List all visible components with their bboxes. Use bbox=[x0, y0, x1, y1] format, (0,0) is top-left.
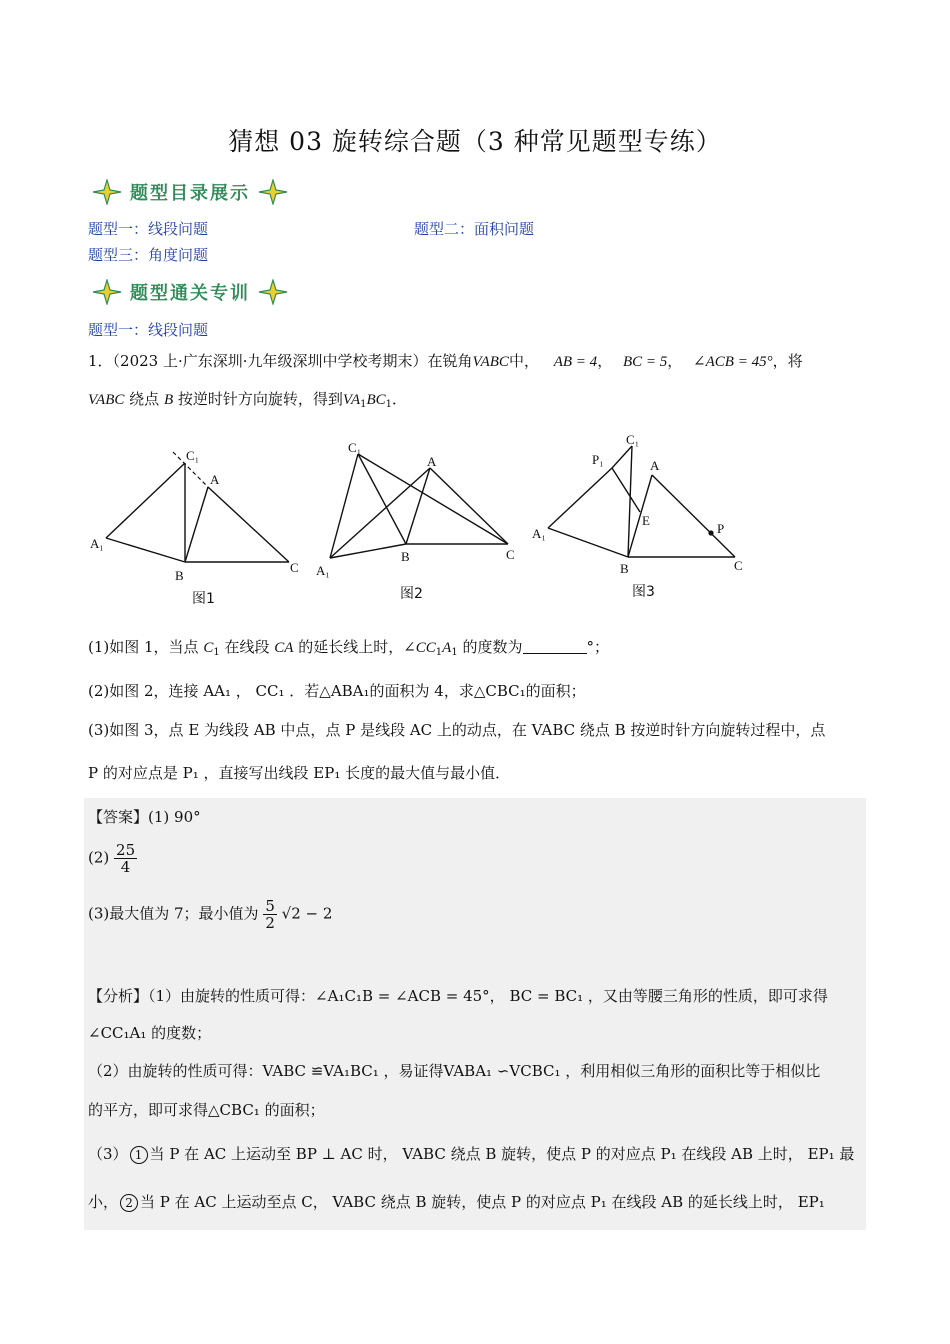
label-b: B bbox=[401, 549, 410, 564]
stem-text: 在锐角 bbox=[427, 352, 473, 370]
analysis-text: （1）由旋转的性质可得：∠A₁C₁B = ∠ACB = 45°， BC = BC₁ ，又由等腰三角形的性质，即可求得 bbox=[148, 987, 828, 1005]
given-ab: AB = 4 bbox=[553, 354, 598, 370]
sparkle-icon bbox=[92, 179, 122, 205]
analysis-text: 当 P 在 AC 上运动至点 C， VABC 绕点 B 旋转，使点 P 的对应点 P₁ 在线段 AB 的延长线上时， EP₁ bbox=[140, 1193, 825, 1211]
rotated-triangle: VA bbox=[342, 392, 361, 408]
denominator: 4 bbox=[120, 858, 131, 876]
answer-1: (1) 90° bbox=[148, 808, 201, 826]
catalog-link-type1[interactable]: 题型一：线段问题 bbox=[88, 220, 209, 238]
label-b: B bbox=[175, 568, 184, 583]
sparkle-icon bbox=[92, 279, 122, 305]
point-b: B bbox=[163, 392, 174, 408]
answer-3-prefix: (3)最大值为 7；最小值为 bbox=[88, 904, 259, 923]
catalog-banner-label: 题型目录展示 bbox=[130, 183, 250, 204]
circled-number-2: 2 bbox=[120, 1194, 138, 1212]
analysis-text: 小， bbox=[88, 1193, 119, 1211]
answer-label: 【答案】 bbox=[88, 808, 149, 826]
q1-text: 的延长线上时， bbox=[293, 638, 404, 656]
figure-3 bbox=[528, 430, 758, 605]
catalog-banner bbox=[92, 179, 332, 205]
page-title: 猜想 03 旋转综合题（3 种常见题型专练） bbox=[228, 127, 722, 156]
label-c1: C₁ bbox=[186, 448, 200, 463]
question-2: (2)如图 2，连接 AA₁ ， CC₁ ．若△ABA₁的面积为 4，求△CBC₁的面积； bbox=[88, 682, 586, 700]
problem-stem: 1．（2023 上·广东深圳·九年级深圳中学校考期末）在锐角VABC中， AB = 4， BC = 5， ∠ACB = 45°，将 bbox=[88, 352, 803, 370]
question-1: (1)如图 1，当点 $C_1$ 在线段 CA 的延长线上时，$\angle CC_1A_1$ 的度数为 °； bbox=[88, 638, 610, 658]
q1-text: 在线段 bbox=[219, 638, 275, 656]
rotated-triangle-rest: BC bbox=[366, 392, 386, 408]
label-a1: A₁ bbox=[90, 536, 104, 551]
answer-panel bbox=[84, 798, 866, 1230]
analysis-line-6 bbox=[88, 1191, 866, 1213]
figure-1 bbox=[84, 440, 314, 610]
analysis-line-4: 的平方，即可求得△CBC₁ 的面积； bbox=[88, 1101, 325, 1119]
training-banner bbox=[92, 279, 332, 305]
answer-blank[interactable] bbox=[523, 639, 587, 654]
answer-2-prefix: (2) bbox=[88, 848, 110, 867]
label-e: E bbox=[642, 513, 650, 528]
fig2-caption: 图2 bbox=[400, 586, 423, 602]
analysis-text: （3） bbox=[88, 1145, 128, 1163]
numerator: 5 bbox=[265, 897, 275, 915]
section-heading: 题型一：线段问题 bbox=[88, 321, 209, 339]
analysis-line-1 bbox=[88, 985, 863, 1007]
analysis-line-3: （2）由旋转的性质可得：VABC ≌VA₁BC₁ ，易证得VABA₁ ∽VCBC₁ ，利用相似三角形的面积比等于相似比 bbox=[88, 1062, 821, 1080]
triangle-abc: VABC bbox=[88, 392, 125, 408]
label-a1: A₁ bbox=[532, 526, 546, 541]
answer-2-fraction bbox=[114, 842, 137, 875]
label-c1: C₁ bbox=[348, 440, 362, 455]
label-a: A bbox=[427, 454, 437, 469]
stem-text: 中， bbox=[508, 352, 539, 370]
stem-text: 绕点 bbox=[124, 390, 164, 408]
catalog-link-type3[interactable]: 题型三：角度问题 bbox=[88, 246, 209, 264]
sparkle-icon bbox=[258, 279, 288, 305]
label-c: C bbox=[734, 558, 743, 573]
answer-line-3 bbox=[88, 898, 332, 931]
circled-number-1: 1 bbox=[130, 1146, 148, 1164]
triangle-abc: VABC bbox=[472, 354, 509, 370]
label-p1: P₁ bbox=[592, 452, 604, 467]
label-a: A bbox=[650, 458, 660, 473]
denominator: 2 bbox=[265, 914, 275, 932]
answer-3-fraction bbox=[263, 898, 277, 931]
label-c1: C₁ bbox=[626, 432, 640, 447]
problem-source: （2023 上·广东深圳·九年级深圳中学校考期末） bbox=[112, 352, 428, 370]
q1-text: (1)如图 1，当点 bbox=[88, 638, 204, 656]
label-p: P bbox=[717, 521, 725, 536]
analysis-line-5 bbox=[88, 1143, 866, 1165]
label-a1: A₁ bbox=[316, 563, 330, 578]
given-bc: BC = 5 bbox=[622, 354, 668, 370]
numerator: 25 bbox=[116, 841, 136, 859]
figure-2 bbox=[310, 436, 530, 610]
stem-text: ，将 bbox=[772, 352, 803, 370]
answer-line-1 bbox=[88, 806, 201, 828]
analysis-label: 【分析】 bbox=[88, 987, 149, 1005]
question-3-line2: P 的对应点是 P₁ ，直接写出线段 EP₁ 长度的最大值与最小值． bbox=[88, 764, 511, 782]
fig1-caption: 图1 bbox=[192, 591, 215, 607]
label-c: C bbox=[290, 560, 299, 575]
stem-text: 按逆时针方向旋转，得到 bbox=[173, 390, 343, 408]
given-angle-acb: ∠ACB = 45° bbox=[693, 354, 773, 370]
q1-text: 的度数为 bbox=[457, 638, 523, 656]
answer-line-2 bbox=[88, 842, 137, 875]
problem-stem-line2: VABC 绕点 B 按逆时针方向旋转，得到$VA_1BC_1$． bbox=[88, 390, 408, 410]
fig3-caption: 图3 bbox=[632, 584, 655, 600]
label-a: A bbox=[210, 472, 220, 487]
training-banner-label: 题型通关专训 bbox=[130, 283, 250, 304]
question-3-line1: (3)如图 3，点 E 为线段 AB 中点，点 P 是线段 AC 上的动点，在 VABC 绕点 B 按逆时针方向旋转过程中，点 bbox=[88, 721, 826, 739]
catalog-link-type2[interactable]: 题型二：面积问题 bbox=[414, 220, 535, 238]
answer-3-tail: √2 − 2 bbox=[281, 904, 333, 923]
q1-text: °； bbox=[586, 638, 610, 656]
label-b: B bbox=[620, 561, 629, 576]
label-c: C bbox=[506, 547, 515, 562]
sparkle-icon bbox=[258, 179, 288, 205]
analysis-text: 当 P 在 AC 上运动至 BP ⊥ AC 时， VABC 绕点 B 旋转，使点 P 的对应点 P₁ 在线段 AB 上时， EP₁ 最 bbox=[149, 1145, 855, 1163]
analysis-line-2: ∠CC₁A₁ 的度数； bbox=[88, 1024, 212, 1042]
problem-number: 1． bbox=[88, 352, 113, 370]
